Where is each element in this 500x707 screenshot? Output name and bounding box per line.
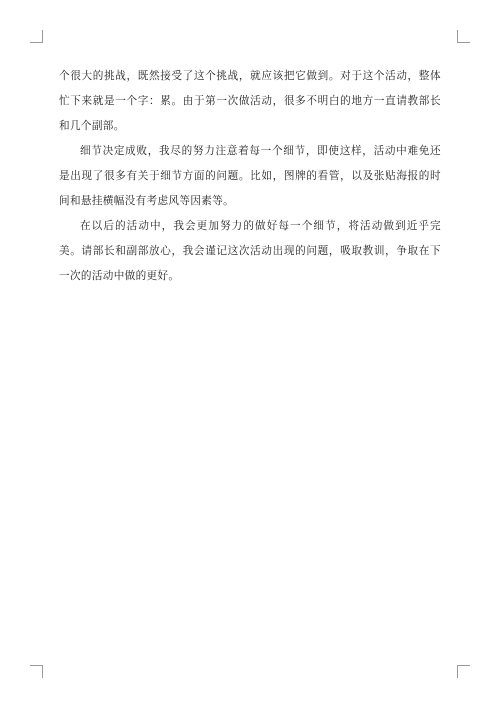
crop-mark-top-left — [30, 30, 43, 43]
document-body — [59, 64, 441, 289]
crop-mark-top-right — [457, 30, 470, 43]
paragraph-details: 细节决定成败，我尽的努力注意着每一个细节，即使这样，活动中难免还是出现了很多有关于细节方面的问题。比如，图牌的看管，以及张贴海报的时间和悬挂横幅没有考虑风等因素等。 — [59, 145, 441, 207]
paragraph-future: 在以后的活动中，我会更加努力的做好每一个细节，将活动做到近乎完美。请部长和副部放心，我会谨记这次活动出现的问题，吸取教训，争取在下一次的活动中做的更好。 — [59, 220, 441, 282]
crop-mark-bottom-right — [457, 665, 470, 678]
paragraph-continuation: 个很大的挑战，既然接受了这个挑战，就应该把它做到。对于这个活动，整体忙下来就是一个字：累。由于第一次做活动，很多不明白的地方一直请教部长和几个副部。 — [59, 70, 441, 132]
crop-mark-bottom-left — [30, 665, 43, 678]
